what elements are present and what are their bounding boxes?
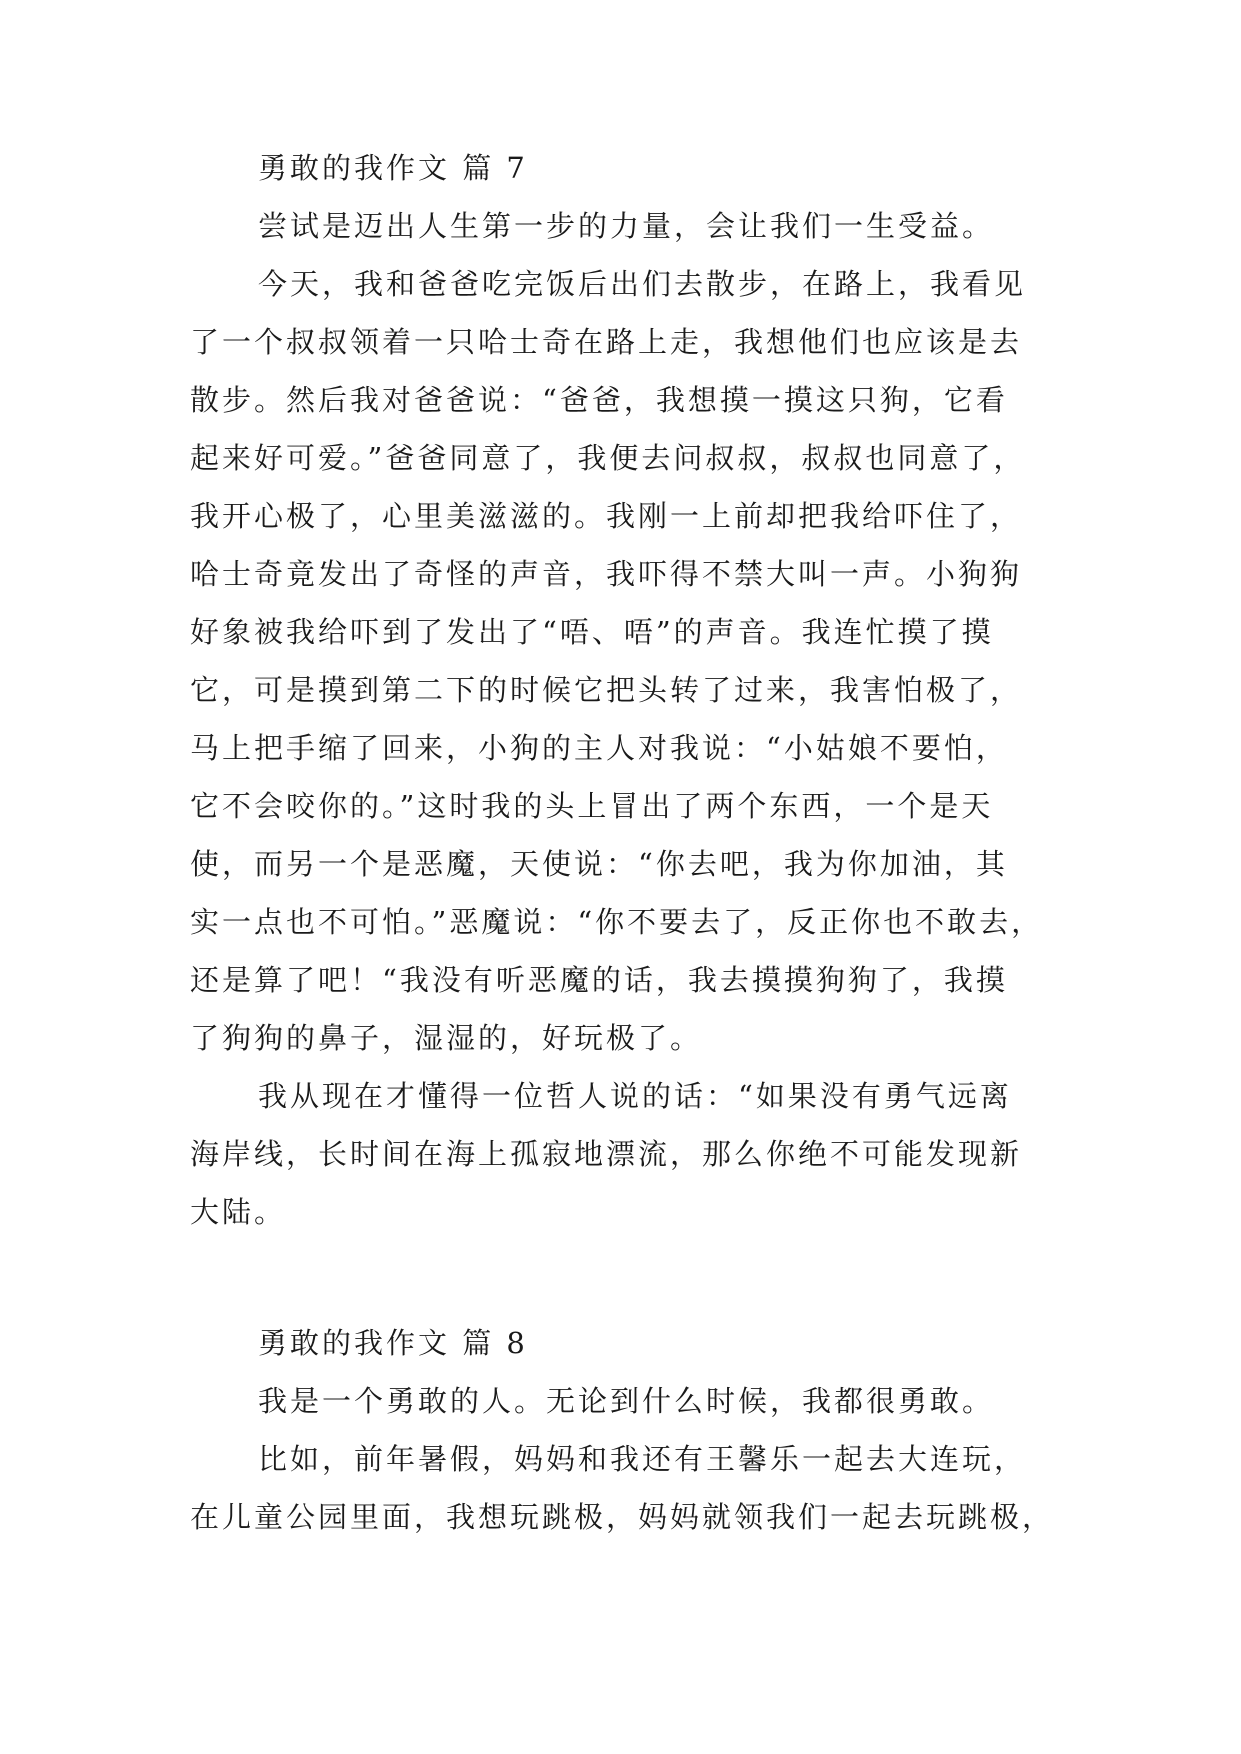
paragraph-line: 了狗狗的鼻子，湿湿的，好玩极了。 (190, 1021, 703, 1055)
paragraph-line: 起来好可爱。”爸爸同意了，我便去问叔叔，叔叔也同意了， (190, 441, 1026, 475)
paragraph-line: 哈士奇竟发出了奇怪的声音，我吓得不禁大叫一声。小狗狗 (190, 557, 1023, 591)
paragraph-line: 今天，我和爸爸吃完饭后出们去散步，在路上，我看见 (258, 267, 1027, 301)
paragraph-line: 使，而另一个是恶魔，天使说：“你去吧，我为你加油，其 (190, 847, 1008, 881)
paragraph-line: 海岸线，长时间在海上孤寂地漂流，那么你绝不可能发现新 (190, 1137, 1023, 1171)
paragraph-line: 它，可是摸到第二下的时候它把头转了过来，我害怕极了， (190, 673, 1023, 707)
paragraph-line: 比如，前年暑假，妈妈和我还有王馨乐一起去大连玩， (258, 1442, 1027, 1476)
paragraph-line: 我从现在才懂得一位哲人说的话：“如果没有勇气远离 (258, 1079, 1012, 1113)
paragraph-line: 在儿童公园里面，我想玩跳极，妈妈就领我们一起去玩跳极， (190, 1500, 1055, 1534)
paragraph-line: 实一点也不可怕。”恶魔说：“你不要去了，反正你也不敢去， (190, 905, 1044, 939)
paragraph-line: 了一个叔叔领着一只哈士奇在路上走，我想他们也应该是去 (190, 325, 1023, 359)
paragraph-line: 好象被我给吓到了发出了“唔、唔”的声音。我连忙摸了摸 (190, 615, 994, 649)
paragraph-line: 大陆。 (190, 1195, 287, 1229)
paragraph-line: 马上把手缩了回来，小狗的主人对我说：“小姑娘不要怕， (190, 731, 1008, 765)
section-heading-8: 勇敢的我作文 篇 8 (258, 1326, 528, 1360)
paragraph-line: 我开心极了，心里美滋滋的。我刚一上前却把我给吓住了， (190, 499, 1023, 533)
paragraph-line: 散步。然后我对爸爸说：“爸爸，我想摸一摸这只狗，它看 (190, 383, 1008, 417)
section-heading-7: 勇敢的我作文 篇 7 (258, 151, 528, 185)
paragraph-line: 还是算了吧！“我没有听恶魔的话，我去摸摸狗狗了，我摸 (190, 963, 1008, 997)
paragraph-line: 它不会咬你的。”这时我的头上冒出了两个东西，一个是天 (190, 789, 994, 823)
paragraph-line: 我是一个勇敢的人。无论到什么时候，我都很勇敢。 (258, 1384, 995, 1418)
paragraph-line: 尝试是迈出人生第一步的力量，会让我们一生受益。 (258, 209, 995, 243)
